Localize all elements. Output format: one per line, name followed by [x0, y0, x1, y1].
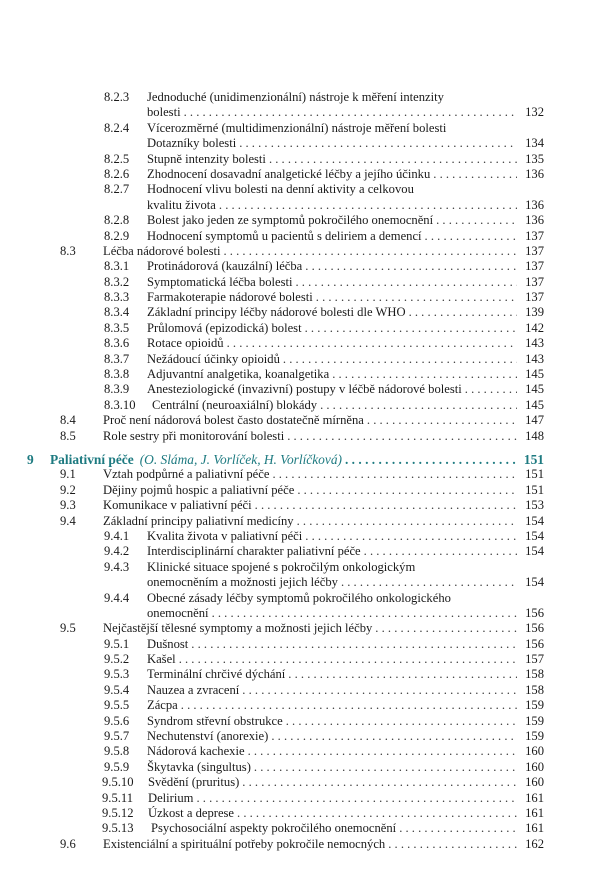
toc-page-number: 145	[525, 367, 544, 382]
toc-entry	[0, 413, 600, 428]
toc-entry-body	[50, 452, 520, 467]
leader-dots	[320, 398, 517, 413]
toc-number: 8.3.7	[104, 351, 130, 366]
toc-authors: (O. Sláma, J. Vorlíček, H. Vorlíčková)	[139, 451, 342, 467]
toc-title: Základní principy paliativní medicíny	[103, 513, 294, 528]
leader-dots	[375, 621, 517, 636]
toc-page-number: 162	[525, 836, 544, 851]
toc-entry	[0, 305, 600, 320]
toc-number: 9.5.3	[104, 667, 130, 682]
toc-entry-body	[147, 167, 520, 182]
toc-entry-body	[147, 652, 520, 667]
toc-title: Terminální chrčivé dýchání	[147, 667, 286, 682]
toc-number: 8.3.10	[104, 397, 136, 412]
leader-dots	[242, 775, 517, 790]
toc-entry-body	[147, 321, 520, 336]
toc-page-number: 160	[525, 744, 544, 759]
leader-dots	[191, 637, 517, 652]
leader-dots	[272, 467, 517, 482]
toc-page-number: 132	[525, 105, 544, 120]
toc-entry-body	[147, 575, 520, 590]
leader-dots	[297, 514, 517, 529]
toc-page-number: 134	[525, 136, 544, 151]
toc-number: 9.4.2	[104, 544, 130, 559]
toc-entry	[0, 290, 600, 305]
toc-number: 9.5	[60, 621, 76, 636]
toc-title: Základní principy léčby nádorové bolesti dle WHO	[147, 305, 406, 320]
toc-title: Paliativní péče	[50, 451, 134, 467]
toc-entry	[0, 714, 600, 729]
leader-dots	[332, 367, 517, 382]
toc-page-number: 137	[525, 228, 544, 243]
toc-page-number: 161	[525, 790, 544, 805]
toc-entry	[0, 637, 600, 652]
leader-dots	[237, 806, 517, 821]
toc-title: Anesteziologické (invazivní) postupy v léčbě nádorové bolesti	[147, 382, 462, 397]
toc-entry-body	[147, 606, 520, 621]
toc-title: Nežádoucí účinky opioidů	[147, 351, 280, 366]
chapter-gap	[0, 444, 600, 452]
toc-number: 8.3.3	[104, 290, 130, 305]
toc-entry-body	[147, 90, 520, 105]
toc-entry	[0, 483, 600, 498]
leader-dots	[248, 744, 517, 759]
toc-page-number: 145	[525, 382, 544, 397]
toc-title: Škytavka (singultus)	[147, 759, 251, 774]
toc-entry	[0, 514, 600, 529]
toc-page-number: 154	[525, 544, 544, 559]
toc-number: 8.3.9	[104, 382, 130, 397]
toc-title: onemocněním a možnosti jejich léčby	[147, 575, 338, 590]
toc-entry	[0, 744, 600, 759]
toc-title: Centrální (neuroaxiální) blokády	[152, 397, 318, 412]
toc-entry	[0, 336, 600, 351]
toc-entry-body	[147, 529, 520, 544]
toc-page-number: 148	[525, 428, 544, 443]
leader-dots	[239, 136, 517, 151]
toc-page-number: 143	[525, 351, 544, 366]
toc-page-number: 142	[525, 320, 544, 335]
leader-dots	[425, 229, 517, 244]
toc-entry-body	[103, 429, 520, 444]
toc-number: 9.5.6	[104, 713, 130, 728]
toc-number: 8.3.1	[104, 259, 130, 274]
toc-number: 8.4	[60, 413, 76, 428]
leader-dots	[184, 105, 517, 120]
toc-entry-body	[148, 791, 520, 806]
toc-entry-body	[147, 121, 520, 136]
toc-entry	[0, 652, 600, 667]
toc-number: 8.3.5	[104, 320, 130, 335]
toc-entry-body	[147, 714, 520, 729]
leader-dots	[433, 167, 517, 182]
toc-entry-body	[147, 305, 520, 320]
leader-dots	[242, 683, 517, 698]
toc-entry-body	[147, 544, 520, 559]
leader-dots	[288, 667, 517, 682]
toc-page-number: 158	[525, 682, 544, 697]
toc-title: Bolest jako jeden ze symptomů pokročilého onemocnění	[147, 213, 434, 228]
toc-entry-body	[147, 744, 520, 759]
toc-page-number: 161	[525, 805, 544, 820]
toc-page-number: 154	[525, 528, 544, 543]
toc-title: Úzkost a deprese	[148, 805, 235, 820]
toc-entry	[0, 121, 600, 136]
toc-entry-body	[147, 683, 520, 698]
toc-title: Proč není nádorová bolest často dostatečně mírněna	[103, 413, 364, 428]
leader-dots	[345, 452, 517, 467]
toc-number: 9.5.2	[104, 652, 130, 667]
toc-number: 9.1	[60, 467, 76, 482]
toc-title: Hodnocení vlivu bolesti na denní aktivity a celkovou	[147, 182, 414, 197]
toc-entry	[0, 136, 600, 151]
toc-title: Existenciální a spirituální potřeby pokročile nemocných	[103, 836, 386, 851]
toc-number: 8.3.4	[104, 305, 130, 320]
toc-number: 9.6	[60, 836, 76, 851]
toc-page-number: 156	[525, 621, 544, 636]
leader-dots	[219, 198, 517, 213]
toc-number: 9.3	[60, 498, 76, 513]
toc-entry-body	[147, 729, 520, 744]
toc-title: Rotace opioidů	[147, 336, 224, 351]
toc-page-number: 161	[525, 821, 544, 836]
toc-number: 9.5.11	[102, 790, 134, 805]
toc-title: Psychosociální aspekty pokročilého onemocnění	[151, 821, 397, 836]
toc-chapter	[0, 452, 600, 467]
toc-entry	[0, 367, 600, 382]
toc-entry	[0, 591, 600, 606]
toc-title: Dušnost	[147, 636, 189, 651]
toc-entry	[0, 560, 600, 575]
leader-dots	[271, 729, 517, 744]
toc-title: Adjuvantní analgetika, koanalgetika	[147, 367, 330, 382]
toc-title: Vztah podpůrné a paliativní péče	[103, 467, 270, 482]
leader-dots	[196, 791, 517, 806]
toc-entry	[0, 575, 600, 590]
toc-entry	[0, 698, 600, 713]
toc-entry-body	[151, 821, 520, 836]
toc-entry-body	[147, 182, 520, 197]
toc-page-number: 136	[525, 213, 544, 228]
toc-page-number: 137	[525, 274, 544, 289]
toc-entry	[0, 467, 600, 482]
toc-entry-body	[148, 775, 520, 790]
toc-title: Kašel	[147, 652, 176, 667]
toc-number: 8.2.4	[104, 120, 130, 135]
toc-entry-body	[147, 760, 520, 775]
toc-entry	[0, 275, 600, 290]
toc-entry	[0, 529, 600, 544]
toc-title: Protinádorová (kauzální) léčba	[147, 259, 303, 274]
toc-title: Komunikace v paliativní péči	[103, 498, 252, 513]
toc-entry-body	[103, 621, 520, 636]
toc-entry-body	[147, 637, 520, 652]
toc-entry	[0, 244, 600, 259]
toc-page-number: 159	[525, 729, 544, 744]
toc-entry	[0, 382, 600, 397]
toc-entry	[0, 229, 600, 244]
toc-entry	[0, 791, 600, 806]
toc-page-number: 143	[525, 336, 544, 351]
toc-entry	[0, 498, 600, 513]
leader-dots	[255, 498, 517, 513]
toc-page-number: 159	[525, 698, 544, 713]
toc-page-number: 159	[525, 713, 544, 728]
toc-entry	[0, 683, 600, 698]
leader-dots	[269, 152, 517, 167]
toc-page-number: 151	[525, 467, 544, 482]
leader-dots	[436, 213, 517, 228]
leader-dots	[364, 544, 517, 559]
toc-title: Jednoduché (unidimenzionální) nástroje k měření intenzity	[147, 90, 444, 104]
toc-entry-body	[147, 136, 520, 151]
toc-title: bolesti	[147, 105, 181, 120]
toc-title: Zhodnocení dosavadní analgetické léčby a jejího účinku	[147, 166, 431, 181]
toc-entry	[0, 821, 600, 836]
toc-entry-body	[147, 259, 520, 274]
toc-entry-body	[147, 275, 520, 290]
toc-title: Farmakoterapie nádorové bolesti	[147, 290, 313, 305]
toc-page-number: 147	[525, 413, 544, 428]
toc-entry-body	[148, 806, 520, 821]
toc-entry-body	[103, 244, 520, 259]
toc-number: 9.5.1	[104, 636, 130, 651]
toc-entry	[0, 760, 600, 775]
toc-entry	[0, 667, 600, 682]
toc-number: 8.3.2	[104, 274, 130, 289]
toc-title: Stupně intenzity bolesti	[147, 151, 266, 166]
toc-number: 9.4.1	[104, 528, 130, 543]
toc-number: 8.2.3	[104, 90, 130, 104]
toc-entry	[0, 105, 600, 120]
toc-number: 9.2	[60, 482, 76, 497]
toc-number: 8.2.8	[104, 213, 130, 228]
leader-dots	[283, 352, 517, 367]
toc-title: Obecné zásady léčby symptomů pokročilého onkologického	[147, 590, 451, 605]
leader-dots	[388, 837, 517, 852]
toc-entry-body	[103, 498, 520, 513]
toc-number: 9.5.8	[104, 744, 130, 759]
toc-title: Nauzea a zvracení	[147, 682, 240, 697]
toc-entry-body	[103, 413, 520, 428]
toc-entry-body	[147, 382, 520, 397]
toc-title: Klinické situace spojené s pokročilým onkologickým	[147, 559, 416, 574]
toc-entry	[0, 729, 600, 744]
toc-number: 9.5.7	[104, 729, 130, 744]
toc-entry-body	[147, 152, 520, 167]
toc-entry	[0, 213, 600, 228]
toc-title: Interdisciplinární charakter paliativní péče	[147, 544, 361, 559]
toc-page-number: 151	[523, 451, 544, 467]
toc-entry-body	[103, 467, 520, 482]
leader-dots	[341, 575, 517, 590]
toc-number: 9.5.13	[102, 821, 134, 836]
toc-number: 8.2.5	[104, 151, 130, 166]
toc-page-number: 137	[525, 290, 544, 305]
toc-number: 8.5	[60, 428, 76, 443]
toc-number: 8.2.6	[104, 166, 130, 181]
toc-entry	[0, 321, 600, 336]
toc-entry-body	[147, 198, 520, 213]
toc-entry	[0, 398, 600, 413]
leader-dots	[367, 413, 517, 428]
toc-page-number: 151	[525, 482, 544, 497]
toc-title: Zácpa	[147, 698, 178, 713]
toc-number: 9.5.9	[104, 759, 130, 774]
leader-dots	[465, 382, 517, 397]
toc-title: Role sestry při monitorování bolesti	[103, 428, 285, 443]
toc-number: 9.5.10	[102, 775, 134, 790]
toc-entry-body	[147, 667, 520, 682]
toc-title: Dotazníky bolesti	[147, 136, 237, 151]
toc-number: 9.4	[60, 513, 76, 528]
toc-page-number: 136	[525, 166, 544, 181]
toc-title: Svědění (pruritus)	[148, 775, 240, 790]
toc-entry	[0, 259, 600, 274]
leader-dots	[212, 606, 517, 621]
toc-entry	[0, 621, 600, 636]
toc-entry-body	[147, 698, 520, 713]
toc-title: Nejčastější tělesné symptomy a možnosti jejich léčby	[103, 621, 373, 636]
toc-title: onemocnění	[147, 605, 209, 620]
toc-title: Hodnocení symptomů u pacientů s deliriem a demencí	[147, 228, 422, 243]
toc-number: 8.3.8	[104, 367, 130, 382]
table-of-contents	[0, 90, 600, 852]
leader-dots	[224, 244, 518, 259]
toc-title: Symptomatická léčba bolesti	[147, 274, 293, 289]
toc-page-number: 139	[525, 305, 544, 320]
toc-number: 8.2.7	[104, 182, 130, 197]
toc-entry-body	[152, 398, 520, 413]
toc-page-number: 160	[525, 775, 544, 790]
toc-entry-body	[103, 514, 520, 529]
leader-dots	[305, 321, 517, 336]
leader-dots	[305, 529, 517, 544]
leader-dots	[179, 652, 517, 667]
toc-page-number: 153	[525, 498, 544, 513]
leader-dots	[254, 760, 517, 775]
toc-entry	[0, 429, 600, 444]
toc-number: 9.4.4	[104, 590, 130, 605]
toc-entry	[0, 90, 600, 105]
toc-title: Syndrom střevní obstrukce	[147, 713, 283, 728]
toc-entry	[0, 167, 600, 182]
toc-entry	[0, 606, 600, 621]
leader-dots	[305, 259, 517, 274]
toc-entry	[0, 837, 600, 852]
toc-page-number: 154	[525, 575, 544, 590]
toc-page-number: 137	[525, 259, 544, 274]
toc-page-number: 156	[525, 636, 544, 651]
toc-entry	[0, 152, 600, 167]
leader-dots	[286, 714, 517, 729]
toc-entry	[0, 352, 600, 367]
leader-dots	[227, 336, 517, 351]
leader-dots	[399, 821, 517, 836]
toc-entry	[0, 544, 600, 559]
toc-entry-body	[147, 367, 520, 382]
toc-page-number: 137	[525, 243, 544, 258]
toc-title: Delirium	[148, 790, 194, 805]
leader-dots	[409, 305, 517, 320]
leader-dots	[316, 290, 517, 305]
toc-number: 9.5.4	[104, 682, 130, 697]
leader-dots	[297, 483, 517, 498]
toc-page-number: 156	[525, 605, 544, 620]
toc-page-number: 160	[525, 759, 544, 774]
toc-title: Vícerozměrné (multidimenzionální) nástroje měření bolesti	[147, 120, 447, 135]
toc-title: Kvalita života v paliativní péči	[147, 528, 303, 543]
toc-title: Dějiny pojmů hospic a paliativní péče	[103, 482, 295, 497]
toc-page-number: 145	[525, 397, 544, 412]
toc-title: Nádorová kachexie	[147, 744, 245, 759]
toc-entry-body	[103, 483, 520, 498]
toc-number: 8.3	[60, 243, 76, 258]
toc-entry	[0, 806, 600, 821]
toc-page-number: 135	[525, 151, 544, 166]
toc-number: 8.2.9	[104, 228, 130, 243]
toc-page-number: 157	[525, 652, 544, 667]
toc-page-number: 158	[525, 667, 544, 682]
leader-dots	[296, 275, 518, 290]
leader-dots	[181, 698, 517, 713]
toc-page-number: 136	[525, 197, 544, 212]
toc-number: 8.3.6	[104, 336, 130, 351]
toc-title: kvalitu života	[147, 197, 216, 212]
toc-number: 9.4.3	[104, 559, 130, 574]
toc-title: Léčba nádorové bolesti	[103, 243, 221, 258]
leader-dots	[287, 429, 517, 444]
toc-entry-body	[147, 336, 520, 351]
toc-entry	[0, 182, 600, 197]
toc-entry	[0, 198, 600, 213]
toc-entry-body	[147, 290, 520, 305]
toc-entry-body	[147, 591, 520, 606]
toc-number: 9.5.12	[102, 805, 134, 820]
toc-page-number: 154	[525, 513, 544, 528]
toc-entry-body	[147, 105, 520, 120]
toc-title: Průlomová (epizodická) bolest	[147, 320, 302, 335]
toc-entry	[0, 775, 600, 790]
toc-entry-body	[147, 560, 520, 575]
toc-number: 9.5.5	[104, 698, 130, 713]
toc-entry-body	[147, 352, 520, 367]
toc-entry-body	[147, 229, 520, 244]
toc-entry-body	[103, 837, 520, 852]
toc-entry-body	[147, 213, 520, 228]
toc-title: Nechutenství (anorexie)	[147, 729, 269, 744]
toc-number: 9	[27, 451, 34, 467]
